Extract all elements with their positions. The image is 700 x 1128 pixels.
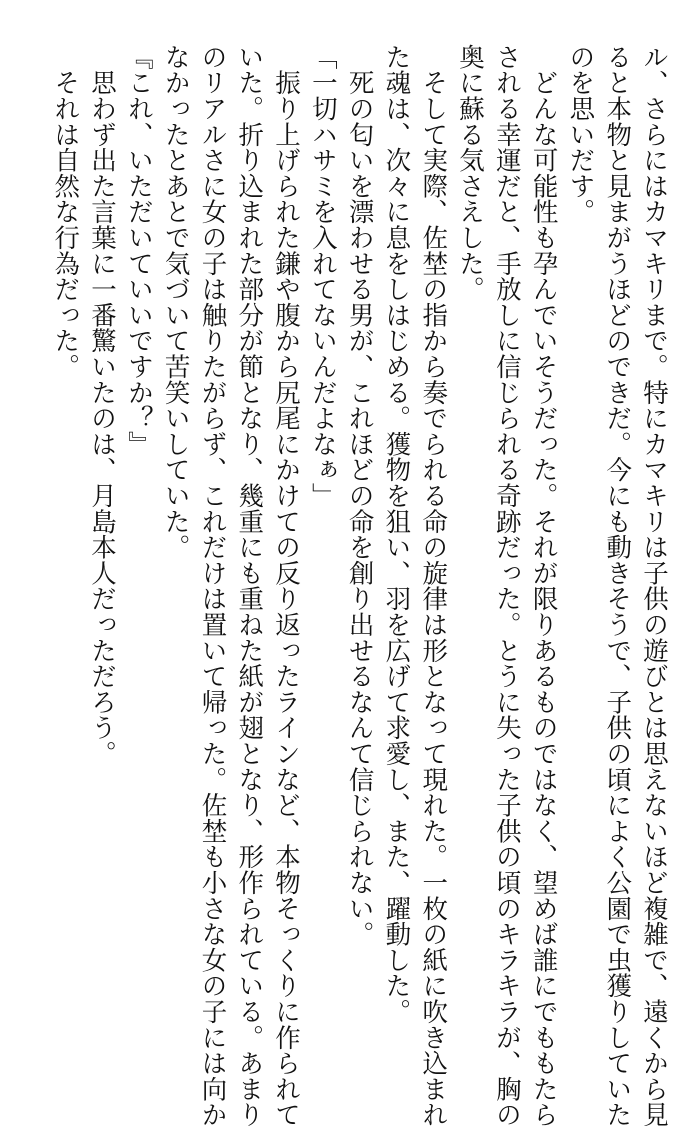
text-line: いた。折り込まれた部分が節となり、幾重にも重ねた紙が翅となり、形作られている。あまり (234, 44, 265, 1128)
text-line: 奥に蘇る気さえした。 (455, 44, 486, 302)
text-line: される幸運だと、手放しに信じられる奇跡だった。とうに失った子供の頃のキラキラが、胸の (491, 44, 522, 1128)
text-line: ると本物と見まがうほどのできだ。今にも動きそうで、子供の頃によく公園で虫獲りしていた (602, 44, 633, 1128)
text-line: 思わず出た言葉に一番驚いたのは、月島本人だっただろう。 (87, 44, 118, 767)
dialogue-line: 「一切ハサミを入れてないんだよなぁ」 (307, 44, 338, 509)
text-line: ル、さらにはカマキリまで。特にカマキリは子供の遊びとは思えないほど複雑で、遠くから見 (639, 44, 669, 1128)
text-line: のリアルさに女の子は触りたがらず、これだけは置いて帰った。佐埜も小さな女の子には向か (197, 44, 228, 1128)
text-line: そして実際、佐埜の指から奏でられる命の旋律は形となって現れた。一枚の紙に吹き込まれ (418, 44, 449, 1128)
text-line: のを思いだす。 (565, 44, 596, 225)
text-line: それは自然な行為だった。 (50, 44, 81, 380)
text-line: た魂は、次々に息をしはじめる。獲物を狙い、羽を広げて求愛し、また、躍動した。 (381, 44, 412, 1025)
text-line: なかったとあとで気づいて苦笑いしていた。 (160, 44, 191, 560)
text-line: 死の匂いを漂わせる男が、これほどの命を創り出せるなんて信じられない。 (344, 44, 375, 947)
vertical-text-body (12, 44, 672, 1128)
text-line: 振り上げられた鎌や腹から尻尾にかけての反り返ったラインなど、本物そっくりに作られて (271, 44, 302, 1128)
text-line: どんな可能性も孕んでいそうだった。それが限りあるものではなく、望めば誰にでももたら (528, 44, 559, 1128)
dialogue-line: 『これ、いただいていいですか？』 (123, 44, 154, 457)
